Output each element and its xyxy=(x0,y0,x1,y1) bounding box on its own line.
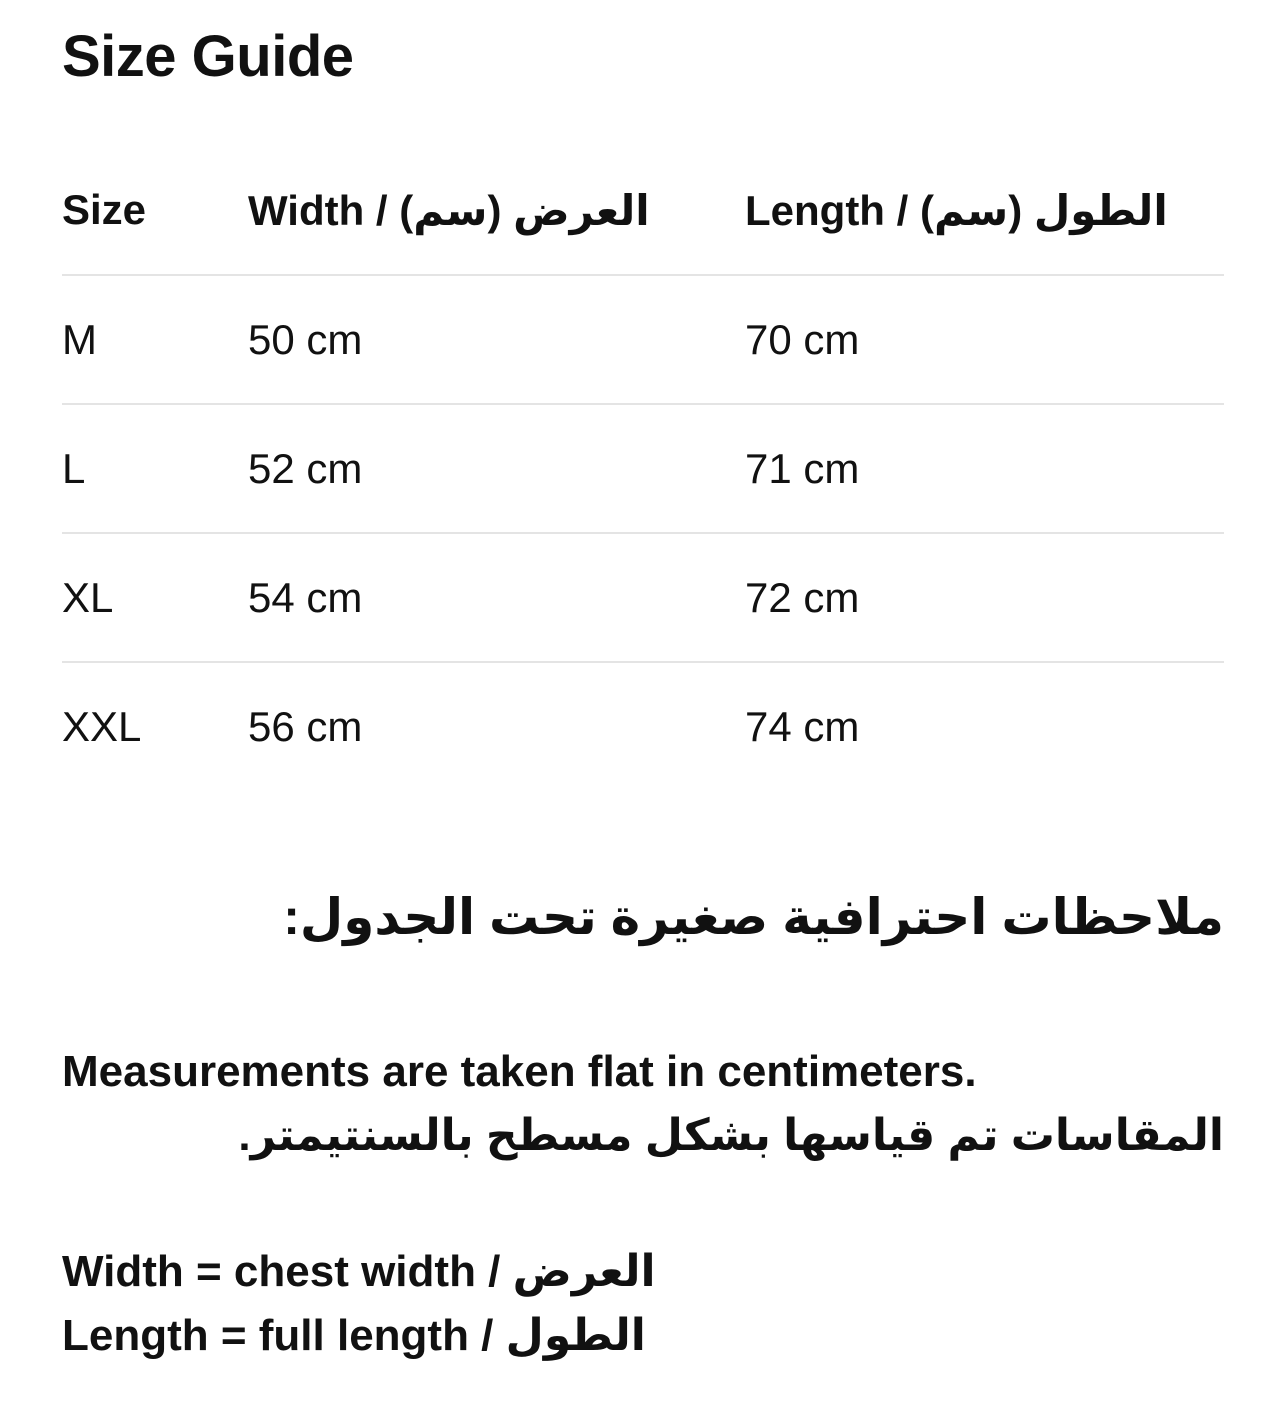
width-cell: 56 cm xyxy=(248,702,363,750)
length-cell: 70 cm xyxy=(745,275,1224,404)
size-cell: XXL xyxy=(62,702,142,750)
size-cell: M xyxy=(62,275,248,404)
length-cell: 74 cm xyxy=(745,702,860,750)
measurement-note-english: Measurements are taken flat in centimeters. xyxy=(62,1047,977,1096)
width-definition: Width = chest width / العرض xyxy=(62,1247,656,1296)
definitions-note xyxy=(62,1240,1224,1368)
size-guide-page xyxy=(62,0,1224,1401)
table-row xyxy=(62,275,1224,404)
notes-heading: ملاحظات احترافية صغيرة تحت الجدول: xyxy=(283,889,1224,945)
length-cell: 72 cm xyxy=(745,533,1224,662)
column-header-length: Length / الطول (سم) xyxy=(745,146,1224,275)
width-cell: 54 cm xyxy=(248,533,745,662)
measurement-note xyxy=(62,1040,1224,1168)
table-header-row xyxy=(62,146,1224,275)
length-definition: Length = full length / الطول xyxy=(62,1311,646,1360)
table-row xyxy=(62,533,1224,662)
size-table xyxy=(62,146,1224,790)
size-cell: L xyxy=(62,404,248,533)
measurement-note-arabic: المقاسات تم قياسها بشكل مسطح بالسنتيمتر. xyxy=(238,1111,1224,1160)
column-header-width: Width / العرض (سم) xyxy=(248,146,745,275)
table-row xyxy=(62,662,1224,790)
width-cell: 50 cm xyxy=(248,275,745,404)
table-row xyxy=(62,404,1224,533)
column-header-size: Size xyxy=(62,146,248,275)
length-cell: 71 cm xyxy=(745,404,1224,533)
width-cell: 52 cm xyxy=(248,404,745,533)
page-title: Size Guide xyxy=(62,24,354,89)
size-cell: XL xyxy=(62,533,248,662)
